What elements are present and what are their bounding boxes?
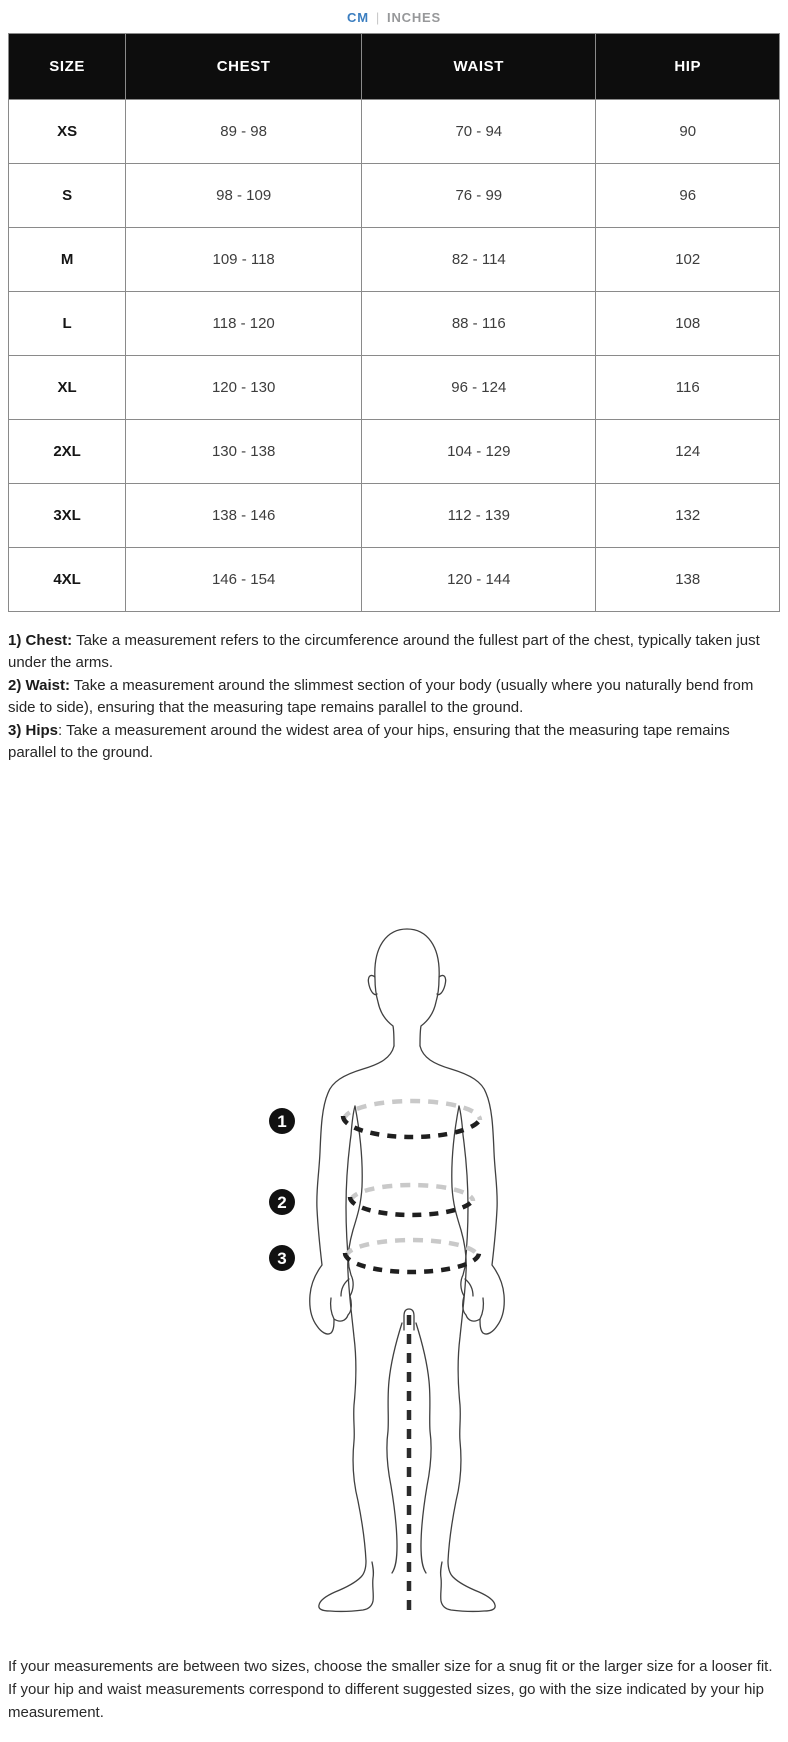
instruction-chest-label: 1) Chest: — [8, 632, 73, 649]
cell-size: L — [9, 292, 126, 356]
arm-left — [310, 1046, 394, 1334]
table-header-row — [9, 34, 780, 100]
cell-waist: 96 - 124 — [362, 356, 596, 420]
tab-inches[interactable]: INCHES — [387, 10, 441, 25]
cell-hip: 124 — [596, 420, 780, 484]
cell-waist: 76 - 99 — [362, 164, 596, 228]
instruction-waist-label: 2) Waist: — [8, 676, 70, 694]
tab-cm[interactable]: CM — [347, 10, 369, 25]
cell-chest: 130 - 138 — [126, 420, 362, 484]
head-outline — [375, 929, 439, 1046]
body-diagram-svg — [0, 917, 788, 1629]
cell-waist: 82 - 114 — [362, 228, 596, 292]
hip-arc-back — [346, 1240, 478, 1257]
cell-chest: 146 - 154 — [126, 548, 362, 612]
instruction-hips-label: 3) Hips — [8, 721, 59, 739]
cell-chest: 109 - 118 — [126, 228, 362, 292]
cell-hip: 102 — [596, 228, 780, 292]
table-row — [9, 164, 780, 228]
cell-size: 2XL — [9, 420, 126, 484]
inner-leg-right — [416, 1323, 431, 1573]
cell-waist: 88 - 116 — [362, 292, 596, 356]
cell-hip: 96 — [596, 164, 780, 228]
cell-hip: 138 — [596, 548, 780, 612]
inner-leg-left — [387, 1323, 402, 1573]
marker-3-hip — [269, 1245, 295, 1271]
cell-hip: 108 — [596, 292, 780, 356]
table-row — [9, 292, 780, 356]
cell-size: 3XL — [9, 484, 126, 548]
col-header-waist: WAIST — [362, 34, 596, 100]
cell-waist: 70 - 94 — [362, 100, 596, 164]
instruction-chest-text: Take a measurement refers to the circumference around the fullest part of the chest, typically taken just under the arms. — [8, 632, 760, 672]
table-row — [9, 100, 780, 164]
cell-chest: 118 - 120 — [126, 292, 362, 356]
unit-separator-icon: | — [375, 10, 381, 25]
chest-measure-line — [343, 1101, 481, 1137]
instruction-waist-text: Take a measurement around the slimmest section of your body (usually where you naturally bend from side to side), ensuring that the measuring tape remains parallel to the ground. — [8, 676, 754, 717]
col-header-chest: CHEST — [126, 34, 362, 100]
hand-left-fingers — [331, 1279, 349, 1319]
unit-toggle — [0, 0, 788, 25]
waist-arc-back — [351, 1185, 473, 1201]
instruction-hips-text: : Take a measurement around the widest area of your hips, ensuring that the measuring tape remains parallel to the ground. — [8, 721, 730, 762]
marker-2-waist — [269, 1189, 295, 1215]
marker-1-chest — [269, 1108, 295, 1134]
cell-hip: 116 — [596, 356, 780, 420]
marker-1-number: 1 — [277, 1112, 287, 1132]
table-row — [9, 356, 780, 420]
table-row — [9, 420, 780, 484]
hip-arc-front — [345, 1253, 479, 1272]
cell-waist: 104 - 129 — [362, 420, 596, 484]
instruction-chest — [8, 630, 780, 675]
body-measurement-diagram — [0, 917, 788, 1629]
cell-chest: 120 - 130 — [126, 356, 362, 420]
fit-advice-note: If your measurements are between two sizes, choose the smaller size for a snug fit or the larger size for a looser fit. If your hip and waist measurements correspond to different suggested sizes, go with the size indicated by your hip measurement. — [8, 1658, 773, 1722]
size-chart-table — [8, 33, 780, 612]
cell-size: XL — [9, 356, 126, 420]
cell-size: S — [9, 164, 126, 228]
col-header-hip: HIP — [596, 34, 780, 100]
cell-chest: 138 - 146 — [126, 484, 362, 548]
cell-waist: 120 - 144 — [362, 548, 596, 612]
cell-chest: 89 - 98 — [126, 100, 362, 164]
chest-arc-front — [343, 1116, 481, 1137]
instruction-hips — [8, 720, 780, 765]
cell-hip: 90 — [596, 100, 780, 164]
cell-size: M — [9, 228, 126, 292]
cell-size: 4XL — [9, 548, 126, 612]
cell-chest: 98 - 109 — [126, 164, 362, 228]
cell-waist: 112 - 139 — [362, 484, 596, 548]
measurement-instructions — [8, 630, 780, 764]
cell-size: XS — [9, 100, 126, 164]
marker-3-number: 3 — [277, 1249, 287, 1269]
table-row — [9, 548, 780, 612]
table-row — [9, 484, 780, 548]
hand-right-fingers — [465, 1279, 483, 1319]
table-row — [9, 228, 780, 292]
marker-2-number: 2 — [277, 1193, 287, 1213]
col-header-size: SIZE — [9, 34, 126, 100]
cell-hip: 132 — [596, 484, 780, 548]
hip-measure-line — [345, 1240, 479, 1272]
instruction-waist — [8, 675, 780, 720]
